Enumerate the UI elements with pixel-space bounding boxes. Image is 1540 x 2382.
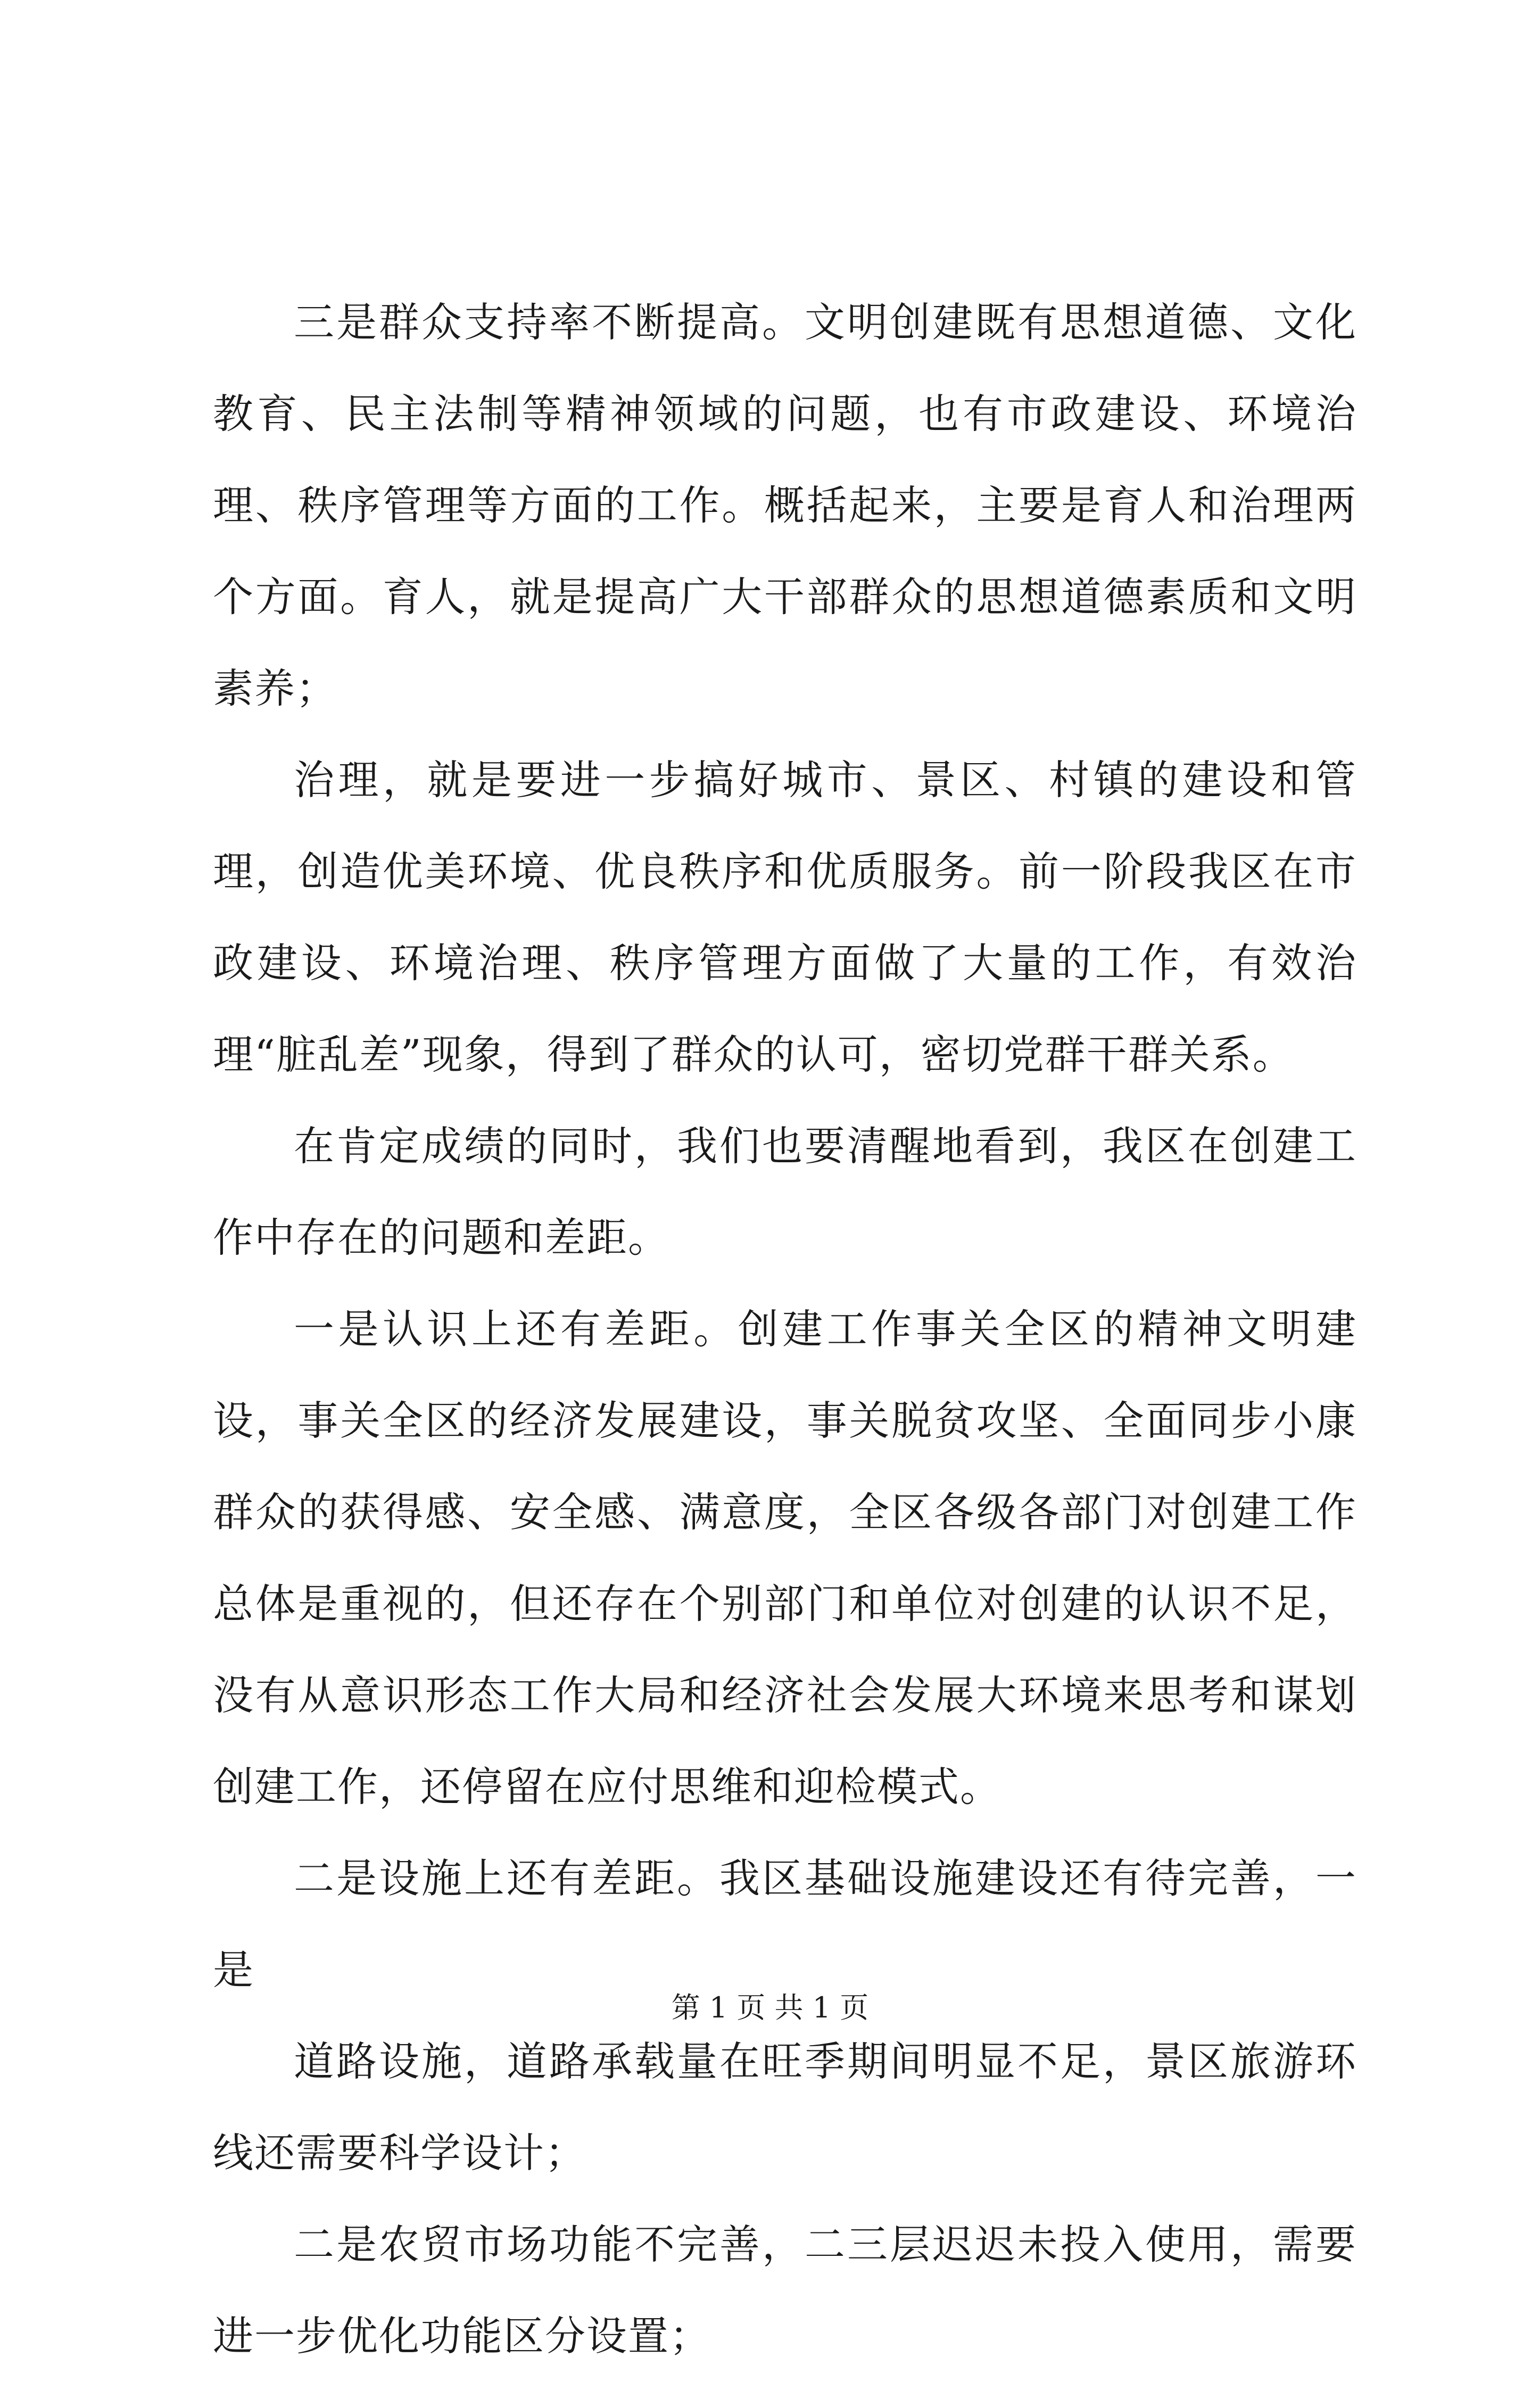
paragraph-farmers-market: 二是农贸市场功能不完善，二三层迟迟未投入使用，需要进一步优化功能区分设置； (213, 2221, 1357, 2360)
page-footer: 第 1 页 共 1 页 (671, 1991, 869, 2024)
paragraph-road-facilities: 道路设施，道路承载量在旺季期间明显不足，景区旅游环线还需要科学设计； (213, 2038, 1357, 2177)
paragraph-support-rate: 三是群众支持率不断提高。文明创建既有思想道德、文化教育、民主法制等精神领域的问题，也有市政建设、环境治理、秩序管理等方面的工作。概括起来，主要是育人和治理两个方面。育人，就是提高广大干部群众的思想道德素质和文明素养； (213, 299, 1357, 712)
paragraph-governance: 治理，就是要进一步搞好城市、景区、村镇的建设和管理，创造优美环境、优良秩序和优质服务。前一阶段我区在市政建设、环境治理、秩序管理方面做了大量的工作，有效治理“脏乱差”现象，得到了群众的认可，密切党群干群关系。 (213, 756, 1357, 1078)
paragraph-problems-intro: 在肯定成绩的同时，我们也要清醒地看到，我区在创建工作中存在的问题和差距。 (213, 1122, 1357, 1261)
paragraph-awareness-gap: 一是认识上还有差距。创建工作事关全区的精神文明建设，事关全区的经济发展建设，事关脱贫攻坚、全面同步小康群众的获得感、安全感、满意度，全区各级各部门对创建工作总体是重视的，但还存在个别部门和单位对创建的认识不足，没有从意识形态工作大局和经济社会发展大环境来思考和谋划创建工作，还停留在应付思维和迎检模式。 (213, 1305, 1357, 1810)
paragraph-facilities-gap: 二是设施上还有差距。我区基础设施建设还有待完善，一是 (213, 1855, 1357, 1994)
document-body (213, 277, 1357, 2382)
